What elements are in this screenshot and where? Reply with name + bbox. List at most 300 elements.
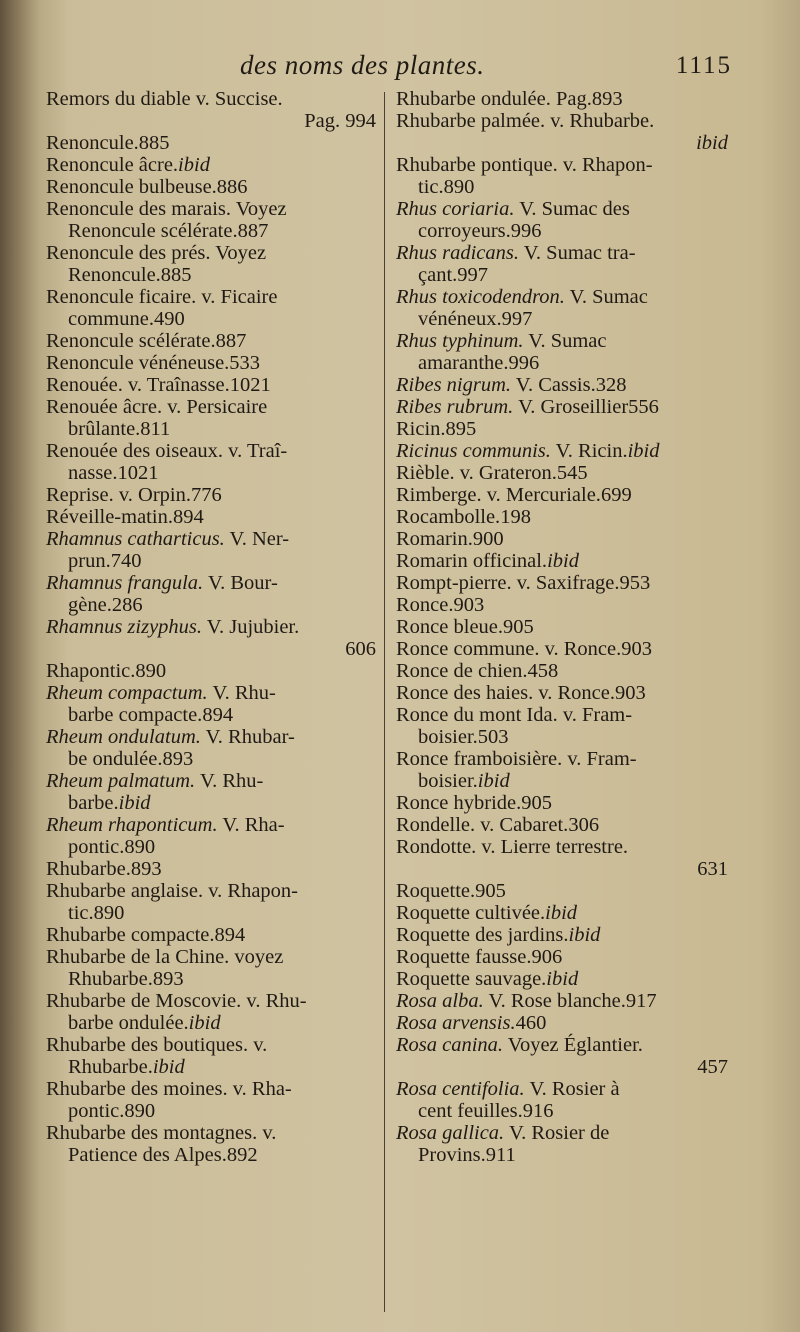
index-entry	[396, 88, 728, 110]
index-entry	[396, 550, 728, 572]
entry-line	[46, 242, 376, 264]
entry-line	[46, 1122, 376, 1144]
entry-line	[46, 286, 376, 308]
index-entry	[396, 396, 728, 418]
entry-term: Ronce framboisière. v. Fram-	[396, 748, 637, 770]
entry-line	[396, 946, 728, 968]
entry-term: Rheum compactum. V. Rhu-	[46, 682, 276, 704]
entry-line	[46, 462, 376, 484]
page-reference: 556	[628, 396, 659, 418]
entry-term: Rhubarbe.	[46, 858, 131, 880]
entry-continuation: Rhubarbe.	[68, 968, 153, 990]
page-reference: 887	[215, 330, 247, 352]
entry-line	[396, 770, 728, 792]
entry-line	[396, 1078, 728, 1100]
page-reference: 894	[214, 924, 246, 946]
entry-line	[396, 1100, 728, 1122]
entry-term: Reprise. v. Orpin.	[46, 484, 191, 506]
entry-line	[396, 638, 728, 660]
entry-term: Rondotte. v. Lierre terrestre.	[396, 836, 629, 858]
entry-line	[396, 726, 728, 748]
entry-line	[46, 220, 376, 242]
entry-line	[46, 1100, 376, 1122]
entry-term: Roquette sauvage.	[396, 968, 547, 990]
entry-term: Réveille-matin.	[46, 506, 173, 528]
entry-term: Renoncule.	[46, 132, 139, 154]
page-reference: 905	[503, 616, 534, 638]
index-entry	[46, 286, 376, 330]
entry-line	[46, 1034, 376, 1056]
index-entry	[46, 924, 376, 946]
entry-line	[396, 1144, 728, 1166]
entry-continuation: barbe compacte.	[68, 704, 203, 726]
entry-term: Rheum palmatum. V. Rhu-	[46, 770, 264, 792]
entry-term: Roquette fausse.	[396, 946, 532, 968]
entry-continuation: nasse.	[68, 462, 118, 484]
index-entry	[396, 968, 728, 990]
entry-term: Renoncule ficaire. v. Ficaire	[46, 286, 278, 308]
index-entry	[46, 1122, 376, 1166]
index-entry	[396, 616, 728, 638]
index-entry	[396, 110, 728, 154]
entry-line	[46, 506, 376, 528]
page-reference: 894	[172, 506, 204, 528]
page-reference: ibid	[188, 1012, 221, 1034]
entry-line	[396, 308, 728, 330]
page-reference-line	[396, 858, 728, 880]
index-entry	[46, 528, 376, 572]
entry-term: Roquette des jardins.	[396, 924, 569, 946]
entry-line	[46, 902, 376, 924]
entry-term: Rheum ondulatum. V. Rhubar-	[46, 726, 295, 748]
entry-term: Renouée âcre. v. Persicaire	[46, 396, 268, 418]
entry-line	[46, 396, 376, 418]
entry-line	[396, 484, 728, 506]
entry-term: Ronce du mont Ida. v. Fram-	[396, 704, 633, 726]
entry-term: Romarin officinal.	[396, 550, 548, 572]
page-reference: 699	[600, 484, 632, 506]
page-reference-line	[46, 638, 376, 660]
entry-term: Rièble. v. Grateron.	[396, 462, 557, 484]
entry-line	[396, 286, 728, 308]
index-entry	[46, 374, 376, 396]
index-entry	[46, 1078, 376, 1122]
index-entry	[396, 1078, 728, 1122]
index-entry	[396, 242, 728, 286]
page-reference: 890	[124, 1100, 156, 1122]
page-reference: ibid	[545, 902, 578, 924]
index-entry	[46, 616, 376, 660]
running-header	[0, 50, 800, 90]
index-entry	[46, 198, 376, 242]
page-reference: 900	[472, 528, 504, 550]
index-entry	[396, 704, 728, 748]
index-entry	[396, 990, 728, 1012]
entry-line	[46, 748, 376, 770]
entry-line	[396, 440, 728, 462]
index-entry	[46, 682, 376, 726]
entry-line	[46, 484, 376, 506]
entry-term: Rimberge. v. Mercuriale.	[396, 484, 601, 506]
entry-line	[46, 594, 376, 616]
entry-line	[396, 682, 728, 704]
entry-term: Rosa arvensis.	[396, 1012, 516, 1034]
entry-continuation: gène.	[68, 594, 112, 616]
entry-term: Rosa alba. V. Rose blanche.	[396, 990, 626, 1012]
entry-continuation: commune.	[68, 308, 154, 330]
index-entry	[396, 374, 728, 396]
entry-line	[396, 198, 728, 220]
entry-line	[396, 462, 728, 484]
entry-term: Rosa gallica. V. Rosier de	[396, 1122, 610, 1144]
index-column-left	[46, 88, 376, 1313]
entry-term: Romarin.	[396, 528, 473, 550]
entry-term: Roquette.	[396, 880, 476, 902]
entry-line	[46, 616, 376, 638]
page-reference: 328	[595, 374, 627, 396]
page-reference: 1021	[117, 462, 159, 484]
page-reference: ibid	[627, 440, 660, 462]
entry-term: Rhapontic.	[46, 660, 136, 682]
entry-line	[46, 330, 376, 352]
entry-term: Rondelle. v. Cabaret.	[396, 814, 569, 836]
entry-continuation: cent feuilles.	[418, 1100, 523, 1122]
entry-line	[396, 1122, 728, 1144]
index-entry	[46, 946, 376, 990]
page-reference: 503	[477, 726, 509, 748]
entry-line	[46, 1078, 376, 1100]
entry-continuation: tic.	[418, 176, 444, 198]
index-entry	[396, 1012, 728, 1034]
index-entry	[396, 1034, 728, 1078]
entry-term: Renoncule scélérate.	[46, 330, 216, 352]
entry-term: Renoncule des marais. Voyez	[46, 198, 287, 220]
entry-term: Rhubarbe pontique. v. Rhapon-	[396, 154, 653, 176]
page-reference: 460	[515, 1012, 547, 1034]
entry-line	[396, 660, 728, 682]
entry-line	[46, 1056, 376, 1078]
entry-term: Ronce des haies. v. Ronce.	[396, 682, 615, 704]
entry-line	[46, 770, 376, 792]
index-entry	[396, 330, 728, 374]
page-reference: 893	[591, 88, 623, 110]
page-reference: 1021	[229, 374, 271, 396]
index-entry	[396, 154, 728, 198]
entry-continuation: pontic.	[68, 1100, 125, 1122]
entry-continuation: brûlante.	[68, 418, 141, 440]
index-entry	[46, 440, 376, 484]
entry-term: Rhubarbe des montagnes. v.	[46, 1122, 277, 1144]
index-entry	[396, 682, 728, 704]
page-reference: ibid	[118, 792, 151, 814]
entry-continuation: çant.	[418, 264, 458, 286]
entry-line	[46, 88, 376, 110]
entry-line	[396, 154, 728, 176]
page-reference: Pag. 994	[304, 110, 376, 132]
entry-term: Rhubarbe compacte.	[46, 924, 215, 946]
page-reference: 306	[568, 814, 600, 836]
entry-line	[396, 924, 728, 946]
page-reference: 895	[445, 418, 477, 440]
index-entry	[396, 660, 728, 682]
entry-line	[396, 902, 728, 924]
entry-continuation: pontic.	[68, 836, 125, 858]
index-entry	[46, 154, 376, 176]
entry-line	[46, 1144, 376, 1166]
entry-term: Rhubarbe anglaise. v. Rhapon-	[46, 880, 299, 902]
page-reference: 906	[531, 946, 563, 968]
index-entry	[396, 792, 728, 814]
entry-line	[46, 308, 376, 330]
page-reference: 996	[510, 220, 542, 242]
page-reference: 606	[345, 638, 376, 660]
entry-line	[396, 792, 728, 814]
page-reference: ibid	[546, 968, 579, 990]
page-reference: 916	[522, 1100, 554, 1122]
entry-term: Roquette cultivée.	[396, 902, 546, 924]
page-reference: 890	[135, 660, 167, 682]
entry-line	[46, 814, 376, 836]
page-reference: 740	[110, 550, 142, 572]
page-reference: 885	[138, 132, 170, 154]
entry-line	[46, 704, 376, 726]
entry-line	[396, 110, 728, 132]
page-reference: ibid	[477, 770, 510, 792]
entry-line	[396, 176, 728, 198]
entry-line	[396, 968, 728, 990]
index-entry	[46, 814, 376, 858]
entry-line	[396, 704, 728, 726]
index-entry	[396, 418, 728, 440]
entry-term: Rhubarbe ondulée. Pag.	[396, 88, 592, 110]
page-reference: 903	[621, 638, 652, 660]
page-reference: 893	[152, 968, 184, 990]
index-entry	[396, 484, 728, 506]
page-reference: 890	[93, 902, 125, 924]
entry-line	[46, 726, 376, 748]
entry-line	[396, 572, 728, 594]
entry-term: Rhus toxicodendron. V. Sumac	[396, 286, 648, 308]
entry-continuation: Patience des Alpes.	[68, 1144, 227, 1166]
index-entry	[46, 572, 376, 616]
entry-continuation: amaranthe.	[418, 352, 509, 374]
page-number: 1115	[675, 52, 732, 79]
entry-line	[46, 682, 376, 704]
entry-line	[396, 330, 728, 352]
entry-continuation: corroyeurs.	[418, 220, 511, 242]
entry-term: Rosa canina. Voyez Églantier.	[396, 1034, 643, 1056]
page-reference: 911	[485, 1144, 516, 1166]
entry-term: Rhubarbe palmée. v. Rhubarbe.	[396, 110, 655, 132]
entry-term: Ronce bleue.	[396, 616, 504, 638]
index-entry	[46, 330, 376, 352]
entry-continuation: boisier.	[418, 726, 478, 748]
page-reference: 458	[527, 660, 559, 682]
entry-term: Remors du diable v. Succise.	[46, 88, 283, 110]
entry-term: Ronce.	[396, 594, 454, 616]
entry-term: Renoncule vénéneuse.	[46, 352, 230, 374]
entry-line	[396, 1012, 728, 1034]
entry-line	[396, 264, 728, 286]
entry-line	[46, 550, 376, 572]
entry-line	[46, 264, 376, 286]
entry-continuation: Provins.	[418, 1144, 486, 1166]
entry-term: Renoncule des prés. Voyez	[46, 242, 267, 264]
entry-line	[396, 506, 728, 528]
index-entry	[396, 1122, 728, 1166]
index-entry	[396, 880, 728, 902]
entry-continuation: Renoncule.	[68, 264, 161, 286]
page-reference: 905	[521, 792, 552, 814]
index-entry	[396, 462, 728, 484]
page-reference: 811	[140, 418, 171, 440]
page-reference: ibid	[568, 924, 601, 946]
page-reference: 893	[162, 748, 194, 770]
page-reference: 533	[229, 352, 261, 374]
entry-line	[396, 528, 728, 550]
page-reference: ibid	[152, 1056, 185, 1078]
index-entry	[46, 132, 376, 154]
page-reference: 490	[153, 308, 185, 330]
entry-continuation: barbe.	[68, 792, 119, 814]
index-entry	[46, 990, 376, 1034]
page-reference: ibid	[696, 132, 728, 154]
page-reference: 886	[216, 176, 248, 198]
entry-continuation: tic.	[68, 902, 94, 924]
page-reference-line	[396, 1056, 728, 1078]
entry-continuation: be ondulée.	[68, 748, 163, 770]
entry-line	[396, 352, 728, 374]
entry-line	[396, 616, 728, 638]
entry-continuation: Rhubarbe.	[68, 1056, 153, 1078]
index-entry	[396, 946, 728, 968]
entry-term: Ronce hybride.	[396, 792, 522, 814]
page-reference: 892	[226, 1144, 258, 1166]
page-reference: ibid	[178, 154, 210, 176]
entry-line	[46, 572, 376, 594]
entry-term: Renoncule bulbeuse.	[46, 176, 217, 198]
index-entry	[396, 924, 728, 946]
page-reference: 997	[501, 308, 533, 330]
index-entry	[46, 770, 376, 814]
entry-line	[46, 198, 376, 220]
page-reference: 905	[475, 880, 506, 902]
entry-line	[46, 924, 376, 946]
page-reference: 894	[202, 704, 234, 726]
index-entry	[46, 396, 376, 440]
entry-term: Ronce de chien.	[396, 660, 528, 682]
index-entry	[46, 242, 376, 286]
entry-line	[396, 220, 728, 242]
index-entry	[46, 176, 376, 198]
entry-term: Ronce commune. v. Ronce.	[396, 638, 622, 660]
index-entry	[46, 726, 376, 770]
entry-line	[46, 418, 376, 440]
entry-line	[396, 594, 728, 616]
index-column-right	[396, 88, 728, 1313]
index-entry	[396, 814, 728, 836]
entry-term: Rompt-pierre. v. Saxifrage.	[396, 572, 620, 594]
index-entry	[396, 198, 728, 242]
entry-line	[396, 418, 728, 440]
entry-term: Renouée. v. Traînasse.	[46, 374, 230, 396]
entry-term: Rhus typhinum. V. Sumac	[396, 330, 607, 352]
entry-term: Rhamnus zizyphus. V. Jujubier.	[46, 616, 300, 638]
entry-line	[396, 836, 728, 858]
entry-line	[46, 440, 376, 462]
page-reference: 893	[130, 858, 162, 880]
index-entry	[396, 572, 728, 594]
index-entry	[46, 660, 376, 682]
page-reference: 198	[500, 506, 531, 528]
page-reference-line	[396, 132, 728, 154]
entry-line	[396, 88, 728, 110]
page-reference: ibid	[547, 550, 579, 572]
entry-term: Ribes rubrum. V. Groseillier	[396, 396, 629, 418]
entry-term: Rosa centifolia. V. Rosier à	[396, 1078, 620, 1100]
page-reference: 917	[625, 990, 657, 1012]
column-divider	[384, 92, 385, 1312]
entry-continuation: prun.	[68, 550, 111, 572]
entry-line	[396, 242, 728, 264]
index-entry	[396, 528, 728, 550]
entry-line	[46, 880, 376, 902]
entry-line	[46, 528, 376, 550]
entry-term: Rheum rhaponticum. V. Rha-	[46, 814, 285, 836]
entry-line	[46, 374, 376, 396]
entry-line	[46, 352, 376, 374]
page-reference: 631	[697, 858, 728, 880]
entry-term: Rhamnus catharticus. V. Ner-	[46, 528, 290, 550]
entry-term: Renouée des oiseaux. v. Traî-	[46, 440, 288, 462]
entry-line	[396, 1034, 728, 1056]
entry-line	[46, 792, 376, 814]
entry-line	[46, 660, 376, 682]
page-reference: 953	[619, 572, 651, 594]
page-reference: 903	[453, 594, 485, 616]
entry-term: Rhubarbe de la Chine. voyez	[46, 946, 284, 968]
entry-term: Rhubarbe des moines. v. Rha-	[46, 1078, 292, 1100]
entry-line	[46, 990, 376, 1012]
page-reference: 890	[443, 176, 475, 198]
index-entry	[46, 858, 376, 880]
entry-term: Renoncule âcre.	[46, 154, 179, 176]
index-entry	[46, 1034, 376, 1078]
entry-line	[396, 374, 728, 396]
entry-line	[396, 550, 728, 572]
entry-term: Ricin.	[396, 418, 446, 440]
index-entry	[396, 440, 728, 462]
index-entry	[396, 594, 728, 616]
page-reference: 997	[457, 264, 489, 286]
entry-continuation: Renoncule scélérate.	[68, 220, 238, 242]
entry-line	[396, 396, 728, 418]
index-entry	[396, 638, 728, 660]
entry-line	[46, 858, 376, 880]
index-entry	[396, 748, 728, 792]
index-entry	[46, 352, 376, 374]
entry-line	[46, 132, 376, 154]
entry-term: Rhamnus frangula. V. Bour-	[46, 572, 278, 594]
index-entry	[396, 902, 728, 924]
page-reference: 545	[556, 462, 588, 484]
entry-line	[396, 814, 728, 836]
entry-term: Rhus coriaria. V. Sumac des	[396, 198, 630, 220]
entry-term: Ricinus communis. V. Ricin.	[396, 440, 628, 462]
entry-continuation: boisier.	[418, 770, 478, 792]
entry-term: Rhus radicans. V. Sumac tra-	[396, 242, 636, 264]
entry-continuation: barbe ondulée.	[68, 1012, 189, 1034]
